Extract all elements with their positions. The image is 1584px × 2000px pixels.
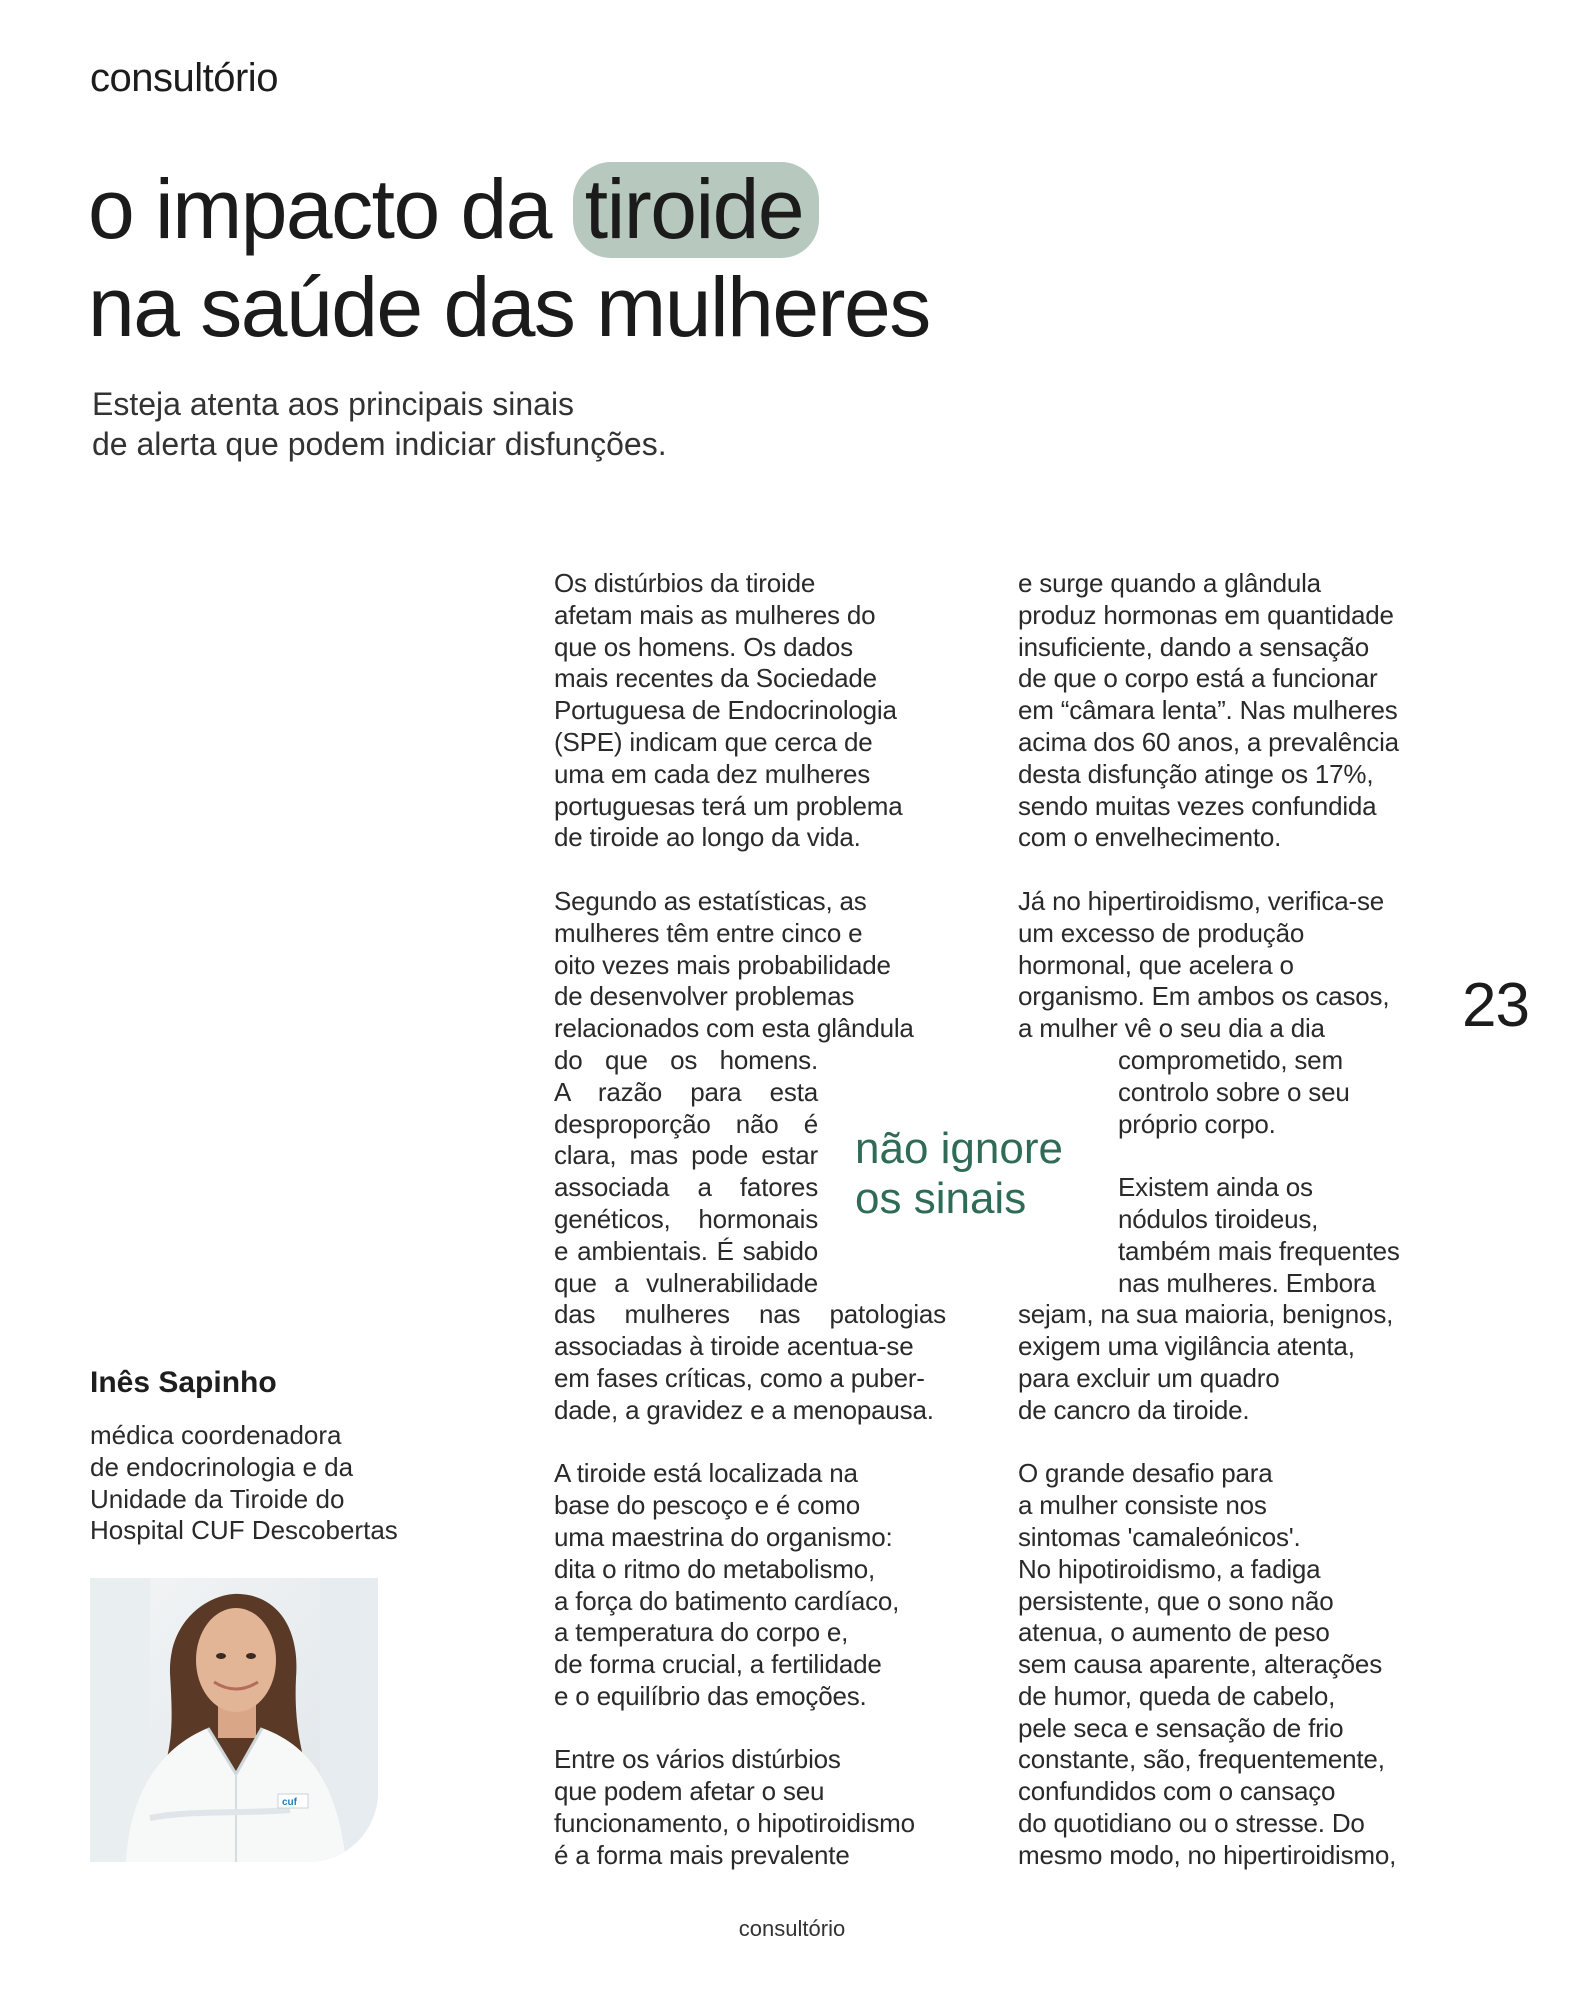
page-title — [88, 160, 930, 356]
text-line: que a vulnerabilidade — [554, 1267, 818, 1298]
text-line: comprometido, sem — [1118, 1044, 1343, 1075]
title-highlight: tiroide — [573, 162, 819, 258]
text-line: e o equilíbrio das emoções. — [554, 1680, 867, 1711]
text-line: A tiroide está localizada na — [554, 1458, 858, 1489]
text-line: um excesso de produção — [1018, 917, 1305, 948]
subtitle-line: de alerta que podem indiciar disfunções. — [92, 426, 667, 462]
text-line: associadas à tiroide acentua-se — [554, 1331, 914, 1362]
text-line: próprio corpo. — [1118, 1108, 1276, 1139]
text-line: Existem ainda os — [1118, 1172, 1313, 1203]
article-column-2 — [1018, 568, 1438, 1872]
author-role-line: de endocrinologia e da — [90, 1451, 354, 1482]
text-line: a força do batimento cardíaco, — [554, 1585, 900, 1616]
footer-label: consultório — [738, 1916, 846, 1941]
pull-quote-line: não ignore — [855, 1124, 1063, 1173]
author-role-line: médica coordenadora — [90, 1420, 342, 1450]
text-line: de forma crucial, a fertilidade — [554, 1649, 882, 1680]
text-line: em “câmara lenta”. Nas mulheres — [1018, 695, 1398, 726]
text-line: também mais frequentes — [1118, 1235, 1400, 1266]
text-line: e surge quando a glândula — [1018, 568, 1321, 598]
title-line2: na saúde das mulheres — [88, 260, 930, 354]
text-line: controlo sobre o seu — [1118, 1076, 1350, 1107]
text-line: mesmo modo, no hipertiroidismo, — [1018, 1839, 1397, 1870]
text-line: do quotidiano ou o stresse. Do — [1018, 1808, 1365, 1839]
author-role-line: Unidade da Tiroide do — [90, 1483, 345, 1514]
text-line: de humor, queda de cabelo, — [1018, 1680, 1336, 1711]
text-line: a mulher consiste nos — [1018, 1490, 1267, 1521]
title-line1-pre: o impacto da — [88, 162, 551, 256]
text-line: que os homens. Os dados — [554, 631, 853, 662]
text-line: Os distúrbios da tiroide — [554, 568, 816, 598]
text-line: atenua, o aumento de peso — [1018, 1617, 1330, 1648]
subtitle-line: Esteja atenta aos principais sinais — [92, 386, 575, 422]
author-role — [90, 1420, 398, 1547]
text-line: pele seca e sensação de frio — [1018, 1712, 1344, 1743]
author-role-line: Hospital CUF Descobertas — [90, 1515, 398, 1546]
text-line: dita o ritmo do metabolismo, — [554, 1553, 875, 1584]
text-line: do que os homens. — [554, 1044, 818, 1075]
text-line: sintomas 'camaleónicos'. — [1018, 1521, 1301, 1552]
author-photo — [90, 1578, 378, 1862]
text-line: insuficiente, dando a sensação — [1018, 631, 1370, 662]
text-line: associada a fatores — [554, 1172, 818, 1203]
pull-quote-line: os sinais — [855, 1174, 1027, 1223]
text-line: das mulheres nas patologias — [554, 1299, 946, 1330]
page-number: 23 — [1462, 971, 1529, 1040]
text-line: oito vezes mais probabilidade — [554, 949, 891, 980]
text-line: sem causa aparente, alterações — [1018, 1649, 1382, 1680]
text-line: acima dos 60 anos, a prevalência — [1018, 726, 1399, 757]
text-line: base do pescoço e é como — [554, 1490, 860, 1521]
text-line: funcionamento, o hipotiroidismo — [554, 1808, 915, 1839]
text-line: A razão para esta — [554, 1076, 818, 1107]
text-line: afetam mais as mulheres do — [554, 599, 876, 630]
text-line: exigem uma vigilância atenta, — [1018, 1331, 1355, 1362]
text-line: a mulher vê o seu dia a dia — [1018, 1013, 1325, 1044]
text-line: com o envelhecimento. — [1018, 822, 1282, 853]
text-line: que podem afetar o seu — [554, 1776, 825, 1807]
text-line: O grande desafio para — [1018, 1458, 1273, 1489]
text-line: No hipotiroidismo, a fadiga — [1018, 1553, 1321, 1584]
text-line: constante, são, frequentemente, — [1018, 1744, 1385, 1775]
text-line: Entre os vários distúrbios — [554, 1744, 841, 1775]
text-line: hormonal, que acelera o — [1018, 949, 1294, 980]
text-line: persistente, que o sono não — [1018, 1585, 1334, 1616]
text-line: produz hormonas em quantidade — [1018, 599, 1394, 630]
text-line: mais recentes da Sociedade — [554, 663, 877, 694]
text-line: mulheres têm entre cinco e — [554, 917, 863, 948]
text-line: nódulos tiroideus, — [1118, 1203, 1319, 1234]
text-line: uma maestrina do organismo: — [554, 1521, 893, 1552]
text-line: genéticos, hormonais — [554, 1203, 818, 1234]
text-line: Segundo as estatísticas, as — [554, 885, 867, 916]
badge-text: cuf — [282, 1797, 297, 1808]
text-line: é a forma mais prevalente — [554, 1839, 850, 1870]
text-line: dade, a gravidez e a menopausa. — [554, 1394, 934, 1425]
section-label: consultório — [90, 56, 278, 100]
text-line: desta disfunção atinge os 17%, — [1018, 758, 1374, 789]
text-line: portuguesas terá um problema — [554, 790, 903, 821]
text-line: de cancro da tiroide. — [1018, 1394, 1250, 1425]
text-line: organismo. Em ambos os casos, — [1018, 981, 1390, 1012]
text-line: clara, mas pode estar — [554, 1140, 818, 1171]
subtitle — [92, 384, 732, 464]
text-line: em fases críticas, como a puber- — [554, 1362, 925, 1393]
text-line: (SPE) indicam que cerca de — [554, 726, 873, 757]
text-line: sejam, na sua maioria, benignos, — [1018, 1299, 1394, 1330]
text-line: relacionados com esta glândula — [554, 1013, 914, 1044]
text-line: a temperatura do corpo e, — [554, 1617, 849, 1648]
text-line: Já no hipertiroidismo, verifica-se — [1018, 885, 1385, 916]
text-line: e ambientais. É sabido — [554, 1235, 818, 1266]
author-name: Inês Sapinho — [90, 1366, 277, 1399]
text-line: uma em cada dez mulheres — [554, 758, 871, 789]
pull-quote — [855, 1124, 1063, 1224]
text-line: confundidos com o cansaço — [1018, 1776, 1336, 1807]
text-line: para excluir um quadro — [1018, 1362, 1280, 1393]
text-line: nas mulheres. Embora — [1118, 1267, 1376, 1298]
text-line: sendo muitas vezes confundida — [1018, 790, 1377, 821]
text-line: de desenvolver problemas — [554, 981, 855, 1012]
text-line: Portuguesa de Endocrinologia — [554, 695, 897, 726]
text-line: de tiroide ao longo da vida. — [554, 822, 861, 853]
text-line: de que o corpo está a funcionar — [1018, 663, 1378, 694]
text-line: desproporção não é — [554, 1108, 818, 1139]
